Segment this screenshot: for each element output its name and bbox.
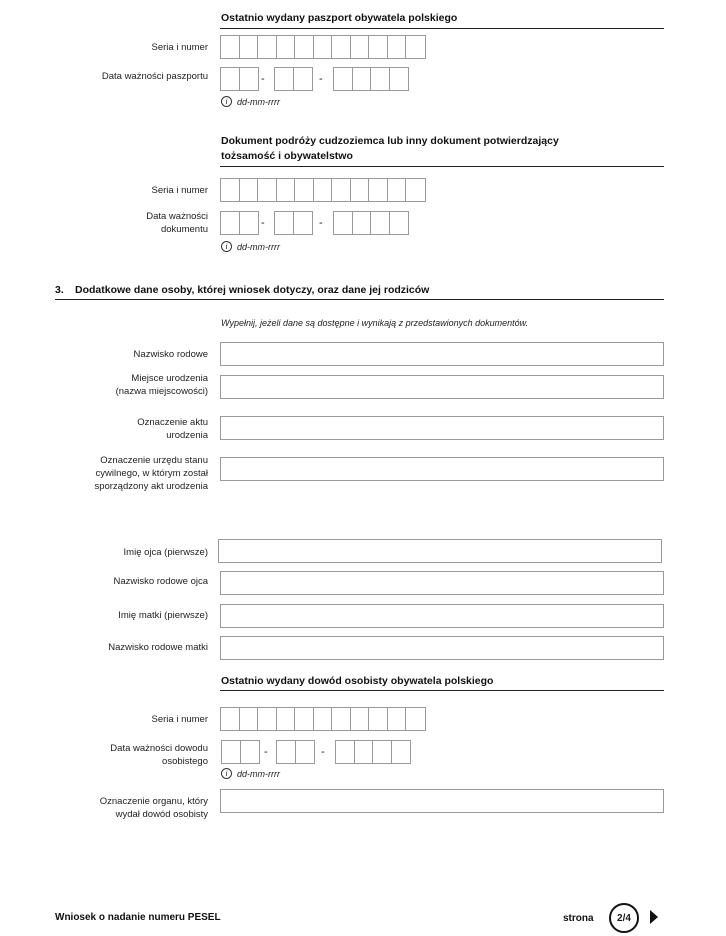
date-format-text: dd-mm-rrrr <box>237 96 280 107</box>
birthplace-input[interactable] <box>220 375 664 399</box>
foreign-doc-expiry-day-input[interactable] <box>220 211 259 235</box>
info-icon: i <box>221 96 232 107</box>
date-separator: - <box>319 217 323 229</box>
foreign-doc-series-number-input[interactable] <box>220 178 426 202</box>
foreign-doc-expiry-label: Data ważności dokumentu <box>146 211 208 235</box>
passport-expiry-month-input[interactable] <box>274 67 313 91</box>
registry-office-label: Oznaczenie urzędu stanu cywilnego, w którym został sporządzony akt urodzenia <box>94 455 208 492</box>
passport-expiry-label: Data ważności paszportu <box>101 71 208 82</box>
passport-expiry-year-input[interactable] <box>333 67 409 91</box>
father-name-label: Imię ojca (pierwsze) <box>123 547 208 558</box>
issuing-authority-label: Oznaczenie organu, który wydał dowód osobisty <box>99 796 208 820</box>
maiden-name-input[interactable] <box>220 342 664 366</box>
date-format-text: dd-mm-rrrr <box>237 241 280 252</box>
father-maiden-name-input[interactable] <box>220 571 664 595</box>
passport-series-number-input[interactable] <box>220 35 426 59</box>
passport-section-title: Ostatnio wydany paszport obywatela polskiego <box>221 12 458 24</box>
mother-name-input[interactable] <box>220 604 664 628</box>
date-format-text: dd-mm-rrrr <box>237 768 280 779</box>
date-separator: - <box>319 73 323 85</box>
foreign-doc-title-line1: Dokument podróży cudzoziemca lub inny dokument potwierdzający <box>221 135 559 147</box>
id-card-date-format-hint <box>221 768 280 779</box>
mother-name-label: Imię matki (pierwsze) <box>118 610 208 621</box>
section-3-rule <box>55 299 664 300</box>
foreign-doc-expiry-month-input[interactable] <box>274 211 313 235</box>
date-separator: - <box>264 746 268 758</box>
id-card-expiry-year-input[interactable] <box>335 740 411 764</box>
id-card-section-title: Ostatnio wydany dowód osobisty obywatela polskiego <box>221 675 494 687</box>
passport-date-format-hint <box>221 96 280 107</box>
mother-maiden-name-label: Nazwisko rodowe matki <box>108 642 208 653</box>
issuing-authority-input[interactable] <box>220 789 664 813</box>
section-3-title: Dodatkowe dane osoby, której wniosek dotyczy, oraz dane jej rodziców <box>75 284 430 296</box>
father-maiden-name-label: Nazwisko rodowe ojca <box>113 576 208 587</box>
registry-office-input[interactable] <box>220 457 664 481</box>
page-number: 2/4 <box>617 912 631 924</box>
foreign-doc-series-label: Seria i numer <box>151 185 208 196</box>
id-card-expiry-label: Data ważności dowodu osobistego <box>110 743 208 767</box>
section-3-instruction: Wypełnij, jeżeli dane są dostępne i wynikają z przedstawionych dokumentów. <box>221 318 529 328</box>
date-separator: - <box>261 73 265 85</box>
id-card-title-rule <box>220 690 664 691</box>
page-number-badge <box>609 903 639 933</box>
birth-act-input[interactable] <box>220 416 664 440</box>
info-icon: i <box>221 768 232 779</box>
info-icon: i <box>221 241 232 252</box>
next-page-arrow-icon[interactable] <box>650 910 658 924</box>
mother-maiden-name-input[interactable] <box>220 636 664 660</box>
page-label: strona <box>563 913 594 924</box>
date-separator: - <box>261 217 265 229</box>
id-card-series-label: Seria i numer <box>151 714 208 725</box>
id-card-series-number-input[interactable] <box>220 707 426 731</box>
foreign-doc-title-line2: tożsamość i obywatelstwo <box>221 150 353 162</box>
maiden-name-label: Nazwisko rodowe <box>133 349 208 360</box>
foreign-doc-expiry-year-input[interactable] <box>333 211 409 235</box>
id-card-expiry-day-input[interactable] <box>221 740 260 764</box>
id-card-expiry-month-input[interactable] <box>276 740 315 764</box>
foreign-doc-date-format-hint <box>221 241 280 252</box>
form-title-footer: Wniosek o nadanie numeru PESEL <box>55 912 221 923</box>
birth-act-label: Oznaczenie aktu urodzenia <box>137 417 208 441</box>
passport-series-label: Seria i numer <box>151 42 208 53</box>
passport-expiry-day-input[interactable] <box>220 67 259 91</box>
birthplace-label: Miejsce urodzenia (nazwa miejscowości) <box>115 373 208 397</box>
foreign-doc-title-rule <box>220 166 664 167</box>
foreign-doc-section-title <box>221 134 559 164</box>
date-separator: - <box>321 746 325 758</box>
section-3-number: 3. <box>55 284 64 296</box>
passport-title-rule <box>220 28 664 29</box>
father-name-input[interactable] <box>218 539 662 563</box>
